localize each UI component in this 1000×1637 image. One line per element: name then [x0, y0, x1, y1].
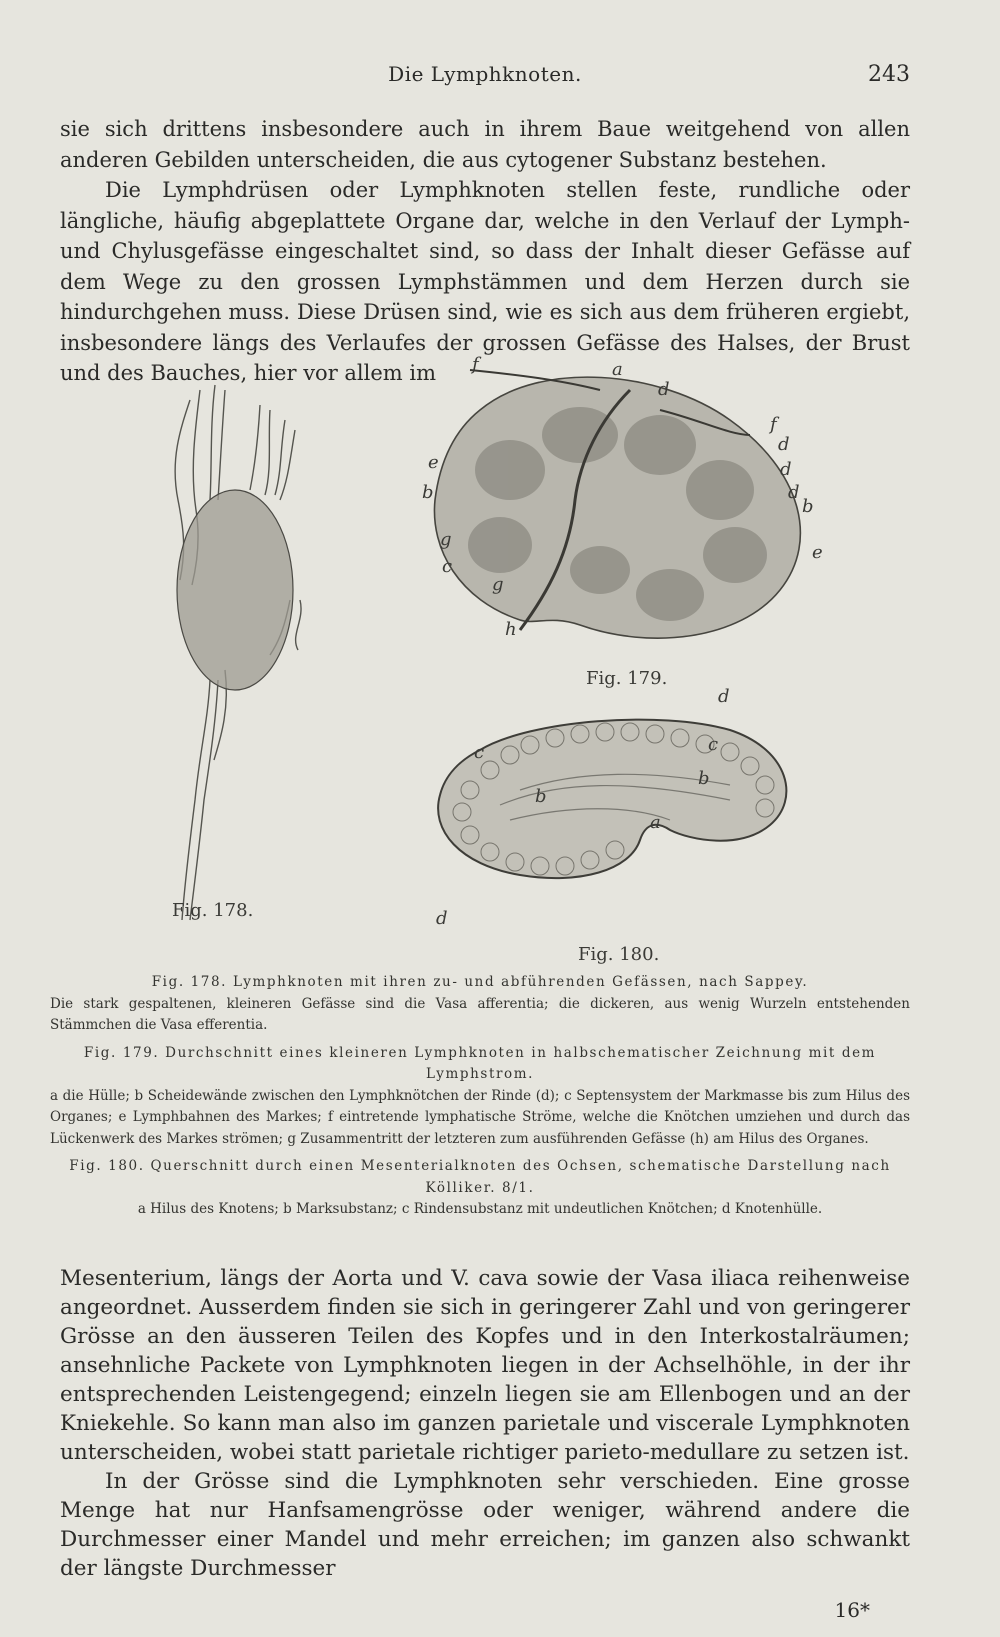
fig-179-letter: d [788, 482, 800, 503]
figure-180 [430, 686, 810, 965]
caption-body: a Hilus des Knotens; b Marksubstanz; c Rindensubstanz mit undeutlichen Knötchen; d Knotenhülle. [137, 1201, 823, 1217]
fig-180-labels [430, 686, 810, 950]
fig-180-letter: d [436, 908, 448, 929]
fig-179-letter: b [422, 482, 434, 503]
fig-179-letter: d [778, 434, 790, 455]
fig-180-letter: d [718, 686, 730, 707]
fig-179-letter: h [505, 619, 517, 640]
fig-180-letter: c [474, 742, 485, 763]
paragraph: Die Lymphdrüsen oder Lymphknoten stellen feste, rundliche oder längliche, häufig abgeplattete Organe dar, welche in den Verlauf der Lymph- und Chylusgefässe eingeschaltet sind, so dass der Inhalt dieser Gefässe auf dem Wege zu den grossen Lymphstämmen und dem Herzen durch sie hindurchgehen muss. Diese Drüsen sind, wie es sich aus dem früheren ergiebt, insbesondere längs des Verlaufes der grossen Gefässe des Halses, der Brust und des Bauches, hier vor allem im [60, 178, 910, 385]
caption-title: Fig. 180. Querschnitt durch einen Mesenterialknoten des Ochsen, schematische Darstellung nach Kölliker. 8/1. [69, 1158, 891, 1196]
fig-179-letter: a [612, 359, 623, 380]
fig-179-letter: g [440, 529, 452, 550]
paragraph: In der Grösse sind die Lymphknoten sehr verschieden. Eine grosse Menge hat nur Hanfsamengrösse oder weniger, während andere die Durchmesser einer Mandel und mehr erreichen; im ganzen also schwankt der längste Durchmesser [60, 1469, 910, 1581]
paragraph: sie sich drittens insbesondere auch in ihrem Baue weitgehend von allen anderen Gebilden unterscheiden, die aus cytogener Substanz bestehen. [60, 117, 910, 172]
paragraph: Mesenterium, längs der Aorta und V. cava sowie der Vasa iliaca reihenweise angeordnet. Ausserdem finden sie sich in geringerer Zahl und von geringerer Grösse an den äusseren Teilen des Kopfes und in den Interkostalräumen; ansehnliche Packete von Lymphknoten liegen in der Achselhöhle, in der ihr entsprechenden Leistengegend; einzeln liegen sie am Ellenbogen und an der Kniekehle. So kann man also im ganzen parietale und viscerale Lymphknoten unterscheiden, wobei statt parietale richtiger parieto-medullare zu setzen ist. [60, 1266, 910, 1465]
fig-180-letter: a [650, 812, 661, 833]
caption-title: Fig. 178. Lymphknoten mit ihren zu- und abführenden Gefässen, nach Sappey. [151, 974, 809, 990]
fig-178-label: Fig. 178. [172, 900, 254, 921]
figure-captions [50, 972, 910, 1221]
fig-180-label: Fig. 180. [578, 944, 660, 965]
fig-179-letter: f [472, 354, 479, 375]
fig-179-letter: e [812, 542, 823, 563]
caption-body: Die stark gespaltenen, kleineren Gefässe sind die Vasa afferentia; die dickeren, aus wenig Wurzeln entstehenden Stämmchen die Vasa efferentia. [50, 995, 910, 1033]
lymph-node-section-illustration [400, 350, 840, 690]
fig-180-letter: b [698, 768, 710, 789]
node-body [177, 490, 293, 690]
figure-178 [140, 370, 340, 930]
fig-179-letter: d [780, 459, 792, 480]
fig-179-letter: c [442, 556, 453, 577]
fig-179-letter: e [428, 452, 439, 473]
body-text-top [60, 114, 910, 389]
figure-179 [400, 350, 840, 690]
caption-body: a die Hülle; b Scheidewände zwischen den Lymphknötchen der Rinde (d); c Septensystem der Markmasse bis zum Hilus des Organes; e Lymphbahnen des Markes; f eintretende lymphatische Ströme, welche die Knötchen umziehen und durch das Lückenwerk des Markes strömen; g Zusammentritt der letzteren zum ausführenden Gefässe (h) am Hilus des Organes. [50, 1087, 910, 1147]
fig-179-letter: g [492, 574, 504, 595]
running-head [60, 62, 910, 94]
fig-179-label: Fig. 179. [586, 668, 668, 689]
fig-180-letter: c [708, 734, 719, 755]
body-text-bottom [60, 1264, 910, 1583]
lymph-node-vessels-illustration [140, 370, 340, 930]
caption-title: Fig. 179. Durchschnitt eines kleineren Lymphknoten in halbschematischer Zeichnung mit dem Lymphstrom. [83, 1044, 877, 1082]
fig-180-letter: b [535, 786, 547, 807]
fig-179-letter: d [658, 379, 670, 400]
fig-179-letter: b [802, 496, 814, 517]
page-number: 243 [868, 62, 910, 87]
running-title: Die Lymphknoten. [388, 62, 582, 86]
fig-179-letter: f [770, 414, 777, 435]
signature-mark: 16* [834, 1598, 870, 1622]
